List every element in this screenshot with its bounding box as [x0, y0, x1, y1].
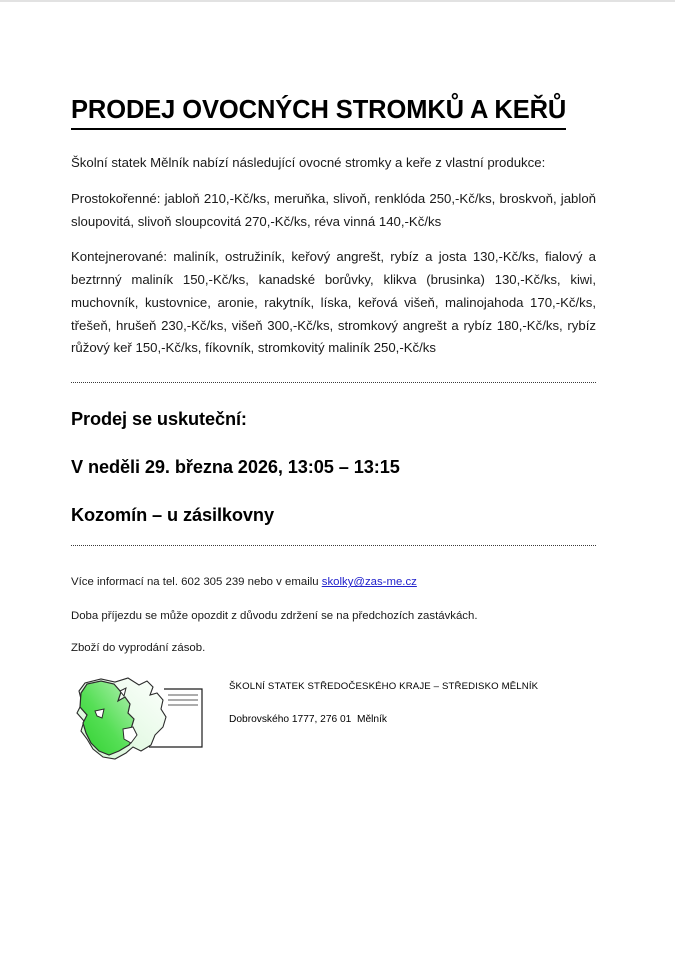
event-heading: Prodej se uskuteční:: [71, 408, 247, 429]
organization-name: ŠKOLNÍ STATEK STŘEDOČESKÉHO KRAJE – STŘEDISKO MĚLNÍK: [229, 680, 539, 692]
organization-address: Dobrovského 1777, 276 01 Mělník: [229, 714, 388, 726]
section-divider-bottom: [71, 545, 596, 546]
delay-note: Doba příjezdu se může opozdit z důvodu zdržení se na předchozích zastávkách.: [71, 609, 478, 622]
page-title: PRODEJ OVOCNÝCH STROMKŮ A KEŘŮ: [71, 96, 566, 130]
contact-info-prefix: Více informací na tel. 602 305 239 nebo v emailu: [71, 576, 322, 589]
section-divider-top: [71, 382, 596, 383]
stock-note: Zboží do vyprodání zásob.: [71, 641, 206, 654]
organization-logo: [71, 673, 221, 765]
email-link[interactable]: skolky@zas-me.cz: [321, 576, 417, 589]
event-datetime: V neděli 29. března 2026, 13:05 – 13:15: [71, 456, 400, 477]
contact-info-line: [71, 574, 596, 591]
region-map-icon: [71, 673, 221, 765]
container-grown-price-paragraph: Kontejnerované: maliník, ostružiník, keřový angrešt, rybíz a josta 130,-Kč/ks, fialový a beztrnný maliník 150,-Kč/ks, kanadské borůvky, klikva (brusinka) 130,-Kč/ks, kiwi, muchovník, kustovnice, aronie, rakytník, líska, keřová višeň, malinojahoda 170,-Kč/ks, třešeň, hrušeň 230,-Kč/ks, višeň 300,-Kč/ks, stromkový angrešt a rybíz 180,-Kč/ks, rybíz růžový keř 150,-Kč/ks, fíkovník, stromkovitý maliník 250,-Kč/ks: [71, 249, 596, 356]
organization-info: [229, 673, 538, 727]
footer-block: [71, 673, 596, 765]
bare-root-price-paragraph: Prostokořenné: jabloň 210,-Kč/ks, meruňka, slivoň, renklóda 250,-Kč/ks, broskvoň, jabloň sloupovitá, slivoň sloupcovitá 270,-Kč/ks, réva vinná 140,-Kč/ks: [71, 191, 596, 229]
intro-paragraph: Školní statek Mělník nabízí následující ovocné stromky a keře z vlastní produkce:: [71, 155, 546, 171]
event-location: Kozomín – u zásilkovny: [71, 504, 274, 525]
